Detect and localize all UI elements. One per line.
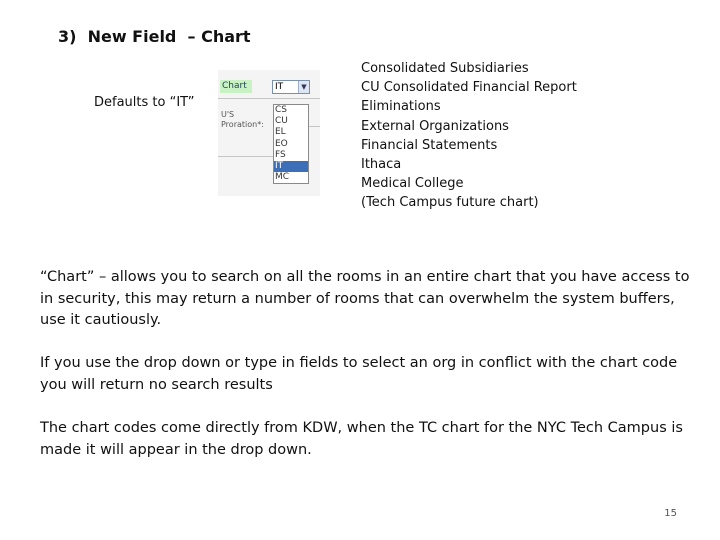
divider bbox=[218, 98, 320, 99]
option-fs[interactable]: FS bbox=[275, 149, 286, 160]
chart-field-label: Chart bbox=[220, 80, 252, 93]
chart-dropdown-screenshot bbox=[218, 70, 320, 196]
org-list-item: Consolidated Subsidiaries bbox=[361, 61, 529, 76]
option-mc[interactable]: MC bbox=[275, 172, 290, 183]
side-label-2: Proration*: bbox=[221, 120, 264, 129]
org-list-item: Financial Statements bbox=[361, 137, 498, 153]
option-cs[interactable]: CS bbox=[275, 105, 287, 115]
side-label-1: U'S bbox=[221, 110, 235, 119]
org-list-item: Eliminations bbox=[361, 99, 441, 115]
paragraph-kdw-source: The chart codes come directly from KDW, when the TC chart for the NYC Tech Campus is made it will appear in the drop down. bbox=[40, 420, 683, 458]
option-eo[interactable]: EO bbox=[275, 138, 288, 149]
org-list-item: Medical College bbox=[361, 176, 464, 192]
option-el[interactable]: EL bbox=[275, 127, 286, 138]
chart-select[interactable] bbox=[272, 80, 310, 94]
org-list-item: CU Consolidated Financial Report bbox=[361, 80, 577, 96]
org-list-item: Ithaca bbox=[361, 157, 402, 173]
org-list-item: External Organizations bbox=[361, 118, 509, 134]
slide-title: 3) New Field – Chart bbox=[58, 27, 251, 46]
option-cu[interactable]: CU bbox=[275, 116, 288, 127]
paragraph-conflict-warning: If you use the drop down or type in fields to select an org in conflict with the chart code you will return no search results bbox=[40, 355, 678, 393]
org-list-item: (Tech Campus future chart) bbox=[361, 195, 539, 211]
defaults-label: Defaults to “IT” bbox=[94, 95, 195, 110]
divider bbox=[218, 156, 273, 157]
chart-select-value: IT bbox=[275, 82, 284, 92]
page-number: 15 bbox=[664, 508, 677, 519]
chart-options-list[interactable] bbox=[273, 104, 309, 184]
org-list bbox=[361, 59, 577, 213]
option-it[interactable]: IT bbox=[274, 161, 308, 172]
paragraph-chart-description: “Chart” – allows you to search on all the rooms in an entire chart that you have access to in security, this may return a number of rooms that can overwhelm the system buffers, use it cautiously. bbox=[40, 269, 690, 328]
chevron-down-icon[interactable]: ▼ bbox=[298, 81, 309, 93]
